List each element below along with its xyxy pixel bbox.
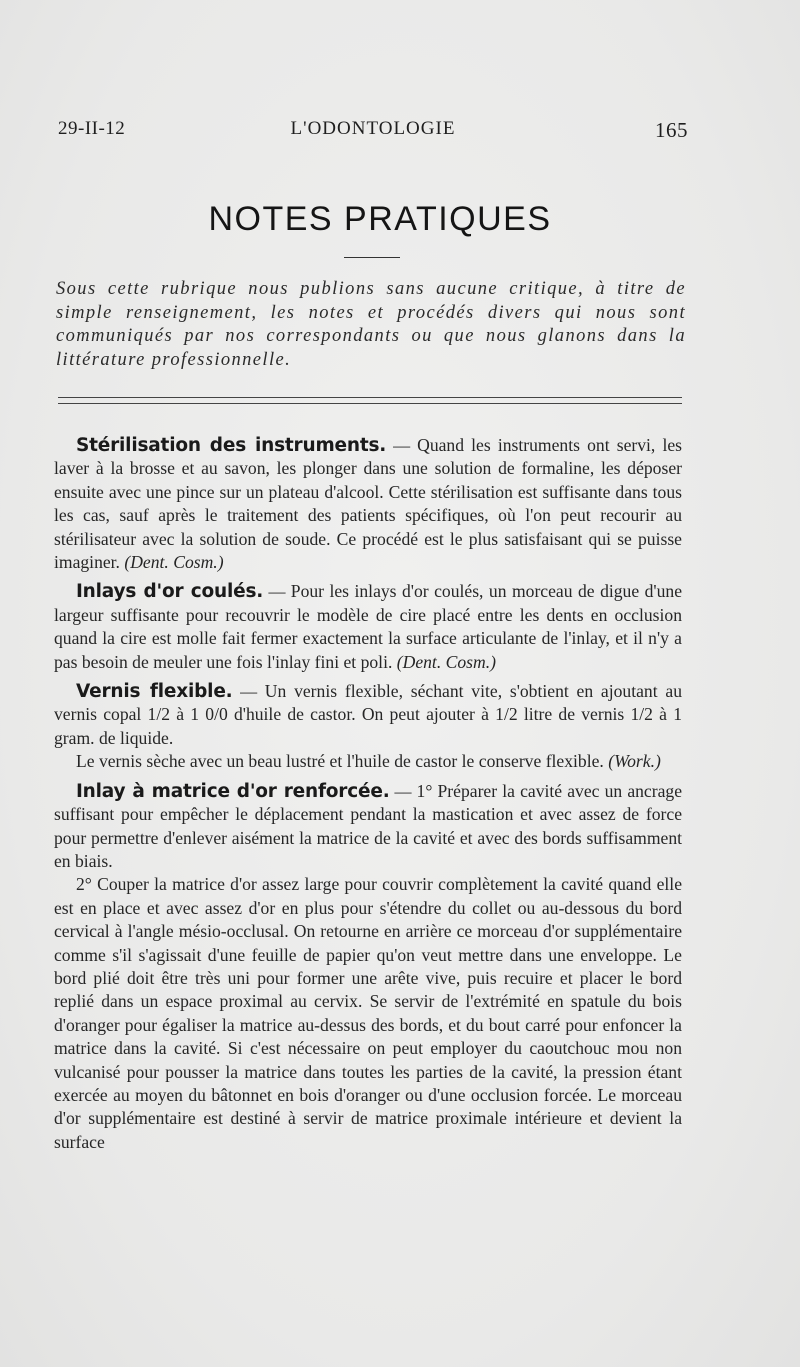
entry-text: Un vernis flexible, séchant vite, s'obtient en ajoutant au vernis copal 1/2 à 1 0/0 d'huile de castor. On peut ajouter à 1/2 litre de vernis 1/2 à 1 gram. de liquide.	[54, 681, 682, 748]
entry-heading: Inlays d'or coulés.	[76, 581, 264, 603]
entry-text: Quand les instruments ont servi, les laver à la brosse et au savon, les plonger dans une solution de formaline, les déposer ensuite avec une pince sur un plateau d'alcool. Cette stérilisation est suffisante dans tous les cas, sauf après le traitement des patients spécifiques, où l'on peut recourir au stérilisateur avec la solution de soude. Ce procédé est le plus satisfaisant qui se puisse imaginer.	[54, 435, 682, 573]
note-entry	[54, 580, 682, 674]
header-page-number: 165	[655, 118, 688, 142]
header-date: 29-II-12	[58, 118, 126, 139]
entry-dash: —	[232, 682, 265, 702]
note-entry	[54, 780, 682, 874]
intro-paragraph: Sous cette rubrique nous publions sans aucune critique, à titre de simple renseignement, les notes et procédés divers qui nous sont communiqués par nos correspondants ou que nous glanons dans la littérature professionnelle.	[56, 279, 686, 370]
entry-dash: —	[389, 781, 417, 801]
note-entry	[54, 434, 682, 574]
entry-heading: Inlay à matrice d'or renforcée.	[76, 780, 390, 802]
entry-dash: —	[386, 436, 418, 455]
entry-heading: Stérilisation des instruments.	[76, 435, 387, 456]
entry-continuation	[54, 750, 682, 773]
entry-source: (Dent. Cosm.)	[124, 552, 224, 573]
entry-text: 1° Préparer la cavité avec un ancrage suffisant pour empêcher le déplacement pendant la mastication et avec assez de force pour permettre d'enlever aisément la matrice de la cavité et avec des bords suffisamment en biais.	[54, 780, 683, 871]
entry-continuation-text: 2° Couper la matrice d'or assez large pour couvrir complètement la cavité quand elle est en place et avec assez d'or en plus pour s'étendre du collet ou au-dessous du bord cervical à l'angle mésio-occlusal. On retourne en arrière ce morceau d'or supplémentaire comme s'il s'agissait d'une feuille de papier qu'on veut mettre dans une enveloppe. Le bord plié doit être très uni pour former une arête vive, puis recuire et placer le bord replié dans un espace proximal au cervix. Se servir de l'extrémité en spatule du bois d'oranger pour égaliser la matrice au-dessus des bords, et du bout carré pour enfoncer la matrice dans la cavité. Si c'est nécessaire on peut employer du caoutchouc mou non vulcanisé pour pousser la matrice dans toutes les parties de la cavité, la pression étant exercée au moyen du bâtonnet en bois d'oranger ou d'une occlusion forcée. Le morceau d'or supplémentaire est destiné à servir de matrice proximale intérieure et devient la surface	[54, 874, 682, 1152]
entry-source: (Dent. Cosm.)	[396, 651, 496, 672]
notes-body	[54, 428, 682, 1154]
entry-dash: —	[263, 582, 291, 602]
entry-heading: Vernis flexible.	[76, 681, 233, 703]
header-journal-title: L'ODONTOLOGIE	[290, 118, 456, 139]
title-underline-rule	[344, 257, 400, 258]
entry-continuation-text: Le vernis sèche avec un beau lustré et l'huile de castor le conserve flexible.	[76, 751, 609, 772]
running-header	[58, 118, 688, 148]
note-entry	[54, 680, 682, 750]
entry-text: Pour les inlays d'or coulés, un morceau de digue d'une largeur suffisante pour recouvrir le modèle de cire placé entre les dents en occlusion quand la cire est molle fait fermer exactement la surface articulante de l'inlay, et il n'y a pas besoin de meuler une fois l'inlay fini et poli.	[54, 581, 683, 672]
entry-continuation	[54, 873, 682, 1154]
section-double-rule	[58, 397, 682, 404]
entry-source: (Work.)	[608, 751, 661, 772]
section-title: NOTES PRATIQUES	[208, 200, 552, 238]
